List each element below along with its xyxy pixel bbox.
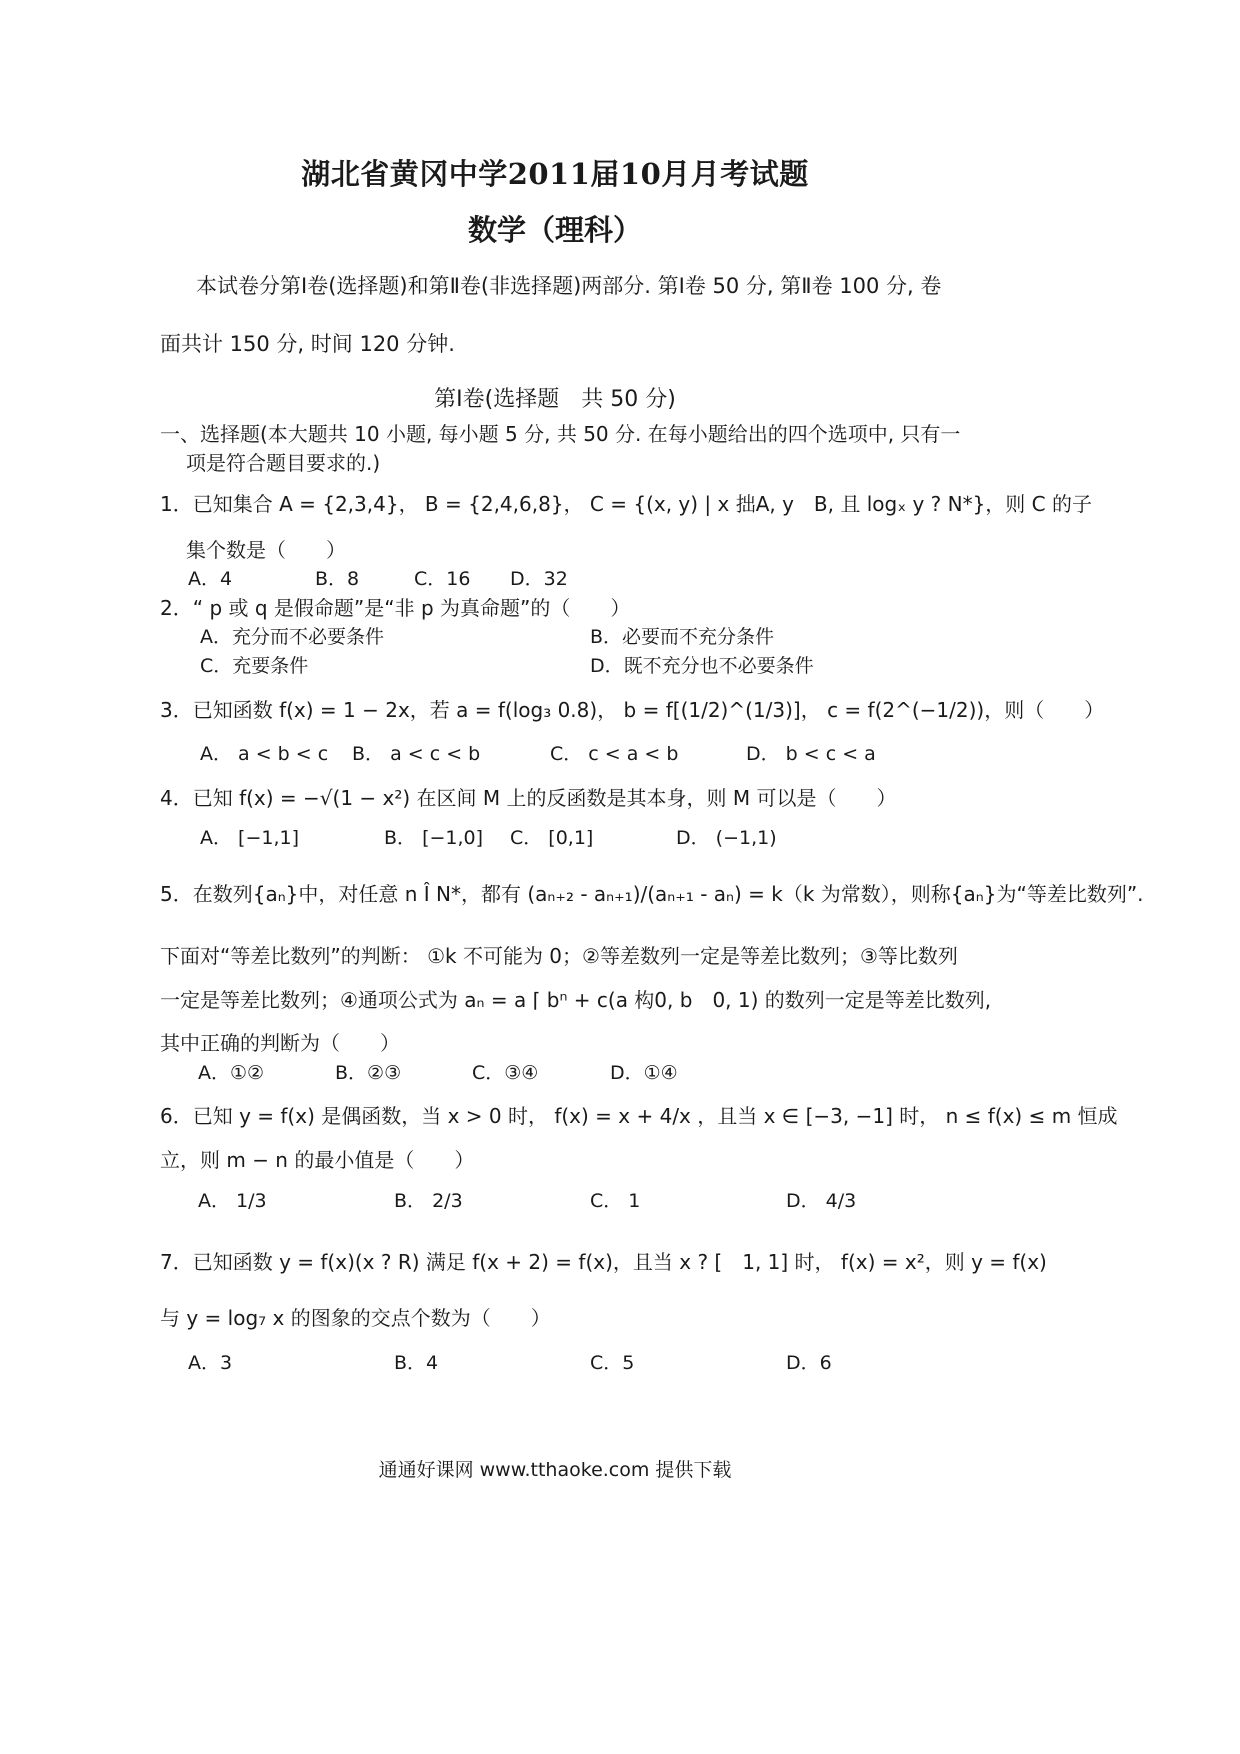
question-6-option-b: B． 2/3 xyxy=(394,1190,463,1212)
question-5-stem-line-4: 其中正确的判断为（ ） xyxy=(160,1031,400,1055)
question-5-option-d: D．①④ xyxy=(610,1062,678,1084)
question-4-stem-line-1: 4．已知 f(x) = −√(1 − x²) 在区间 M 上的反函数是其本身，则 M 可以是（ ） xyxy=(160,786,897,810)
question-3-option-a: A． a < b < c xyxy=(200,743,329,765)
question-7-option-c: C．5 xyxy=(590,1352,635,1374)
question-4-option-a: A． [−1,1] xyxy=(200,827,299,849)
question-7-option-d: D．6 xyxy=(786,1352,832,1374)
exam-subtitle: 数学（理科） xyxy=(467,213,642,247)
question-2-stem-line-1: 2．“ p 或 q 是假命题”是“非 p 为真命题”的（ ） xyxy=(160,596,631,620)
question-4-option-d: D． (−1,1) xyxy=(676,827,777,849)
question-2-option-b: B．必要而不充分条件 xyxy=(590,626,775,648)
question-7-option-a: A．3 xyxy=(188,1352,233,1374)
question-3-option-c: C． c < a < b xyxy=(550,743,679,765)
question-1-stem-line-1: 1．已知集合 A = {2,3,4}， B = {2,4,6,8}， C = {(x, y) | x 拙A, y B, 且 logₓ y ? N*}，则 C 的子 xyxy=(160,492,1092,516)
instructions-line-2: 项是符合题目要求的.) xyxy=(186,451,381,475)
question-1-option-b: B．8 xyxy=(315,568,360,590)
question-5-option-a: A．①② xyxy=(198,1062,265,1084)
question-6-stem-line-2: 立，则 m − n 的最小值是（ ） xyxy=(160,1148,475,1172)
question-3-option-d: D． b < c < a xyxy=(746,743,876,765)
question-4-option-b: B． [−1,0] xyxy=(384,827,484,849)
part1-heading: 第Ⅰ卷(选择题 共 50 分) xyxy=(434,387,676,412)
question-5-stem-line-3: 一定是等差比数列；④通项公式为 aₙ = a ⌈ bⁿ + c(a 构0, b 0, 1) 的数列一定是等差比数列, xyxy=(160,988,992,1012)
question-2-option-a: A．充分而不必要条件 xyxy=(200,626,384,648)
question-5-stem-line-1: 5．在数列{aₙ}中，对任意 n Î N*，都有 (aₙ₊₂ - aₙ₊₁)/(aₙ₊₁ - aₙ) = k（k 为常数），则称{aₙ}为“等差比数列”. xyxy=(160,882,1144,906)
question-7-stem-line-1: 7．已知函数 y = f(x)(x ? R) 满足 f(x + 2) = f(x)，且当 x ? [ 1, 1] 时， f(x) = x²，则 y = f(x) xyxy=(160,1250,1047,1274)
question-4-option-c: C． [0,1] xyxy=(510,827,594,849)
question-2-option-c: C．充要条件 xyxy=(200,655,309,677)
exam-title: 湖北省黄冈中学2011届10月月考试题 xyxy=(301,157,809,191)
question-5-option-c: C．③④ xyxy=(472,1062,539,1084)
instructions-line-1: 一、选择题(本大题共 10 小题, 每小题 5 分, 共 50 分. 在每小题给出的四个选项中, 只有一 xyxy=(160,422,961,446)
question-1-option-c: C．16 xyxy=(414,568,471,590)
question-7-option-b: B．4 xyxy=(394,1352,439,1374)
intro-line-2: 面共计 150 分, 时间 120 分钟. xyxy=(160,332,455,356)
footer-credit: 通通好课网 www.tthaoke.com 提供下载 xyxy=(378,1459,732,1481)
question-1-option-a: A．4 xyxy=(188,568,233,590)
question-3-stem-line-1: 3．已知函数 f(x) = 1 − 2x，若 a = f(log₃ 0.8)， b = f[(1/2)^(1/3)]， c = f(2^(−1/2))，则（ ） xyxy=(160,698,1105,722)
question-1-stem-line-2: 集个数是（ ） xyxy=(186,538,346,562)
question-6-stem-line-1: 6．已知 y = f(x) 是偶函数，当 x > 0 时， f(x) = x + 4/x ，且当 x ∈ [−3, −1] 时， n ≤ f(x) ≤ m 恒成 xyxy=(160,1104,1118,1128)
question-7-stem-line-2: 与 y = log₇ x 的图象的交点个数为（ ） xyxy=(160,1306,551,1330)
question-6-option-a: A． 1/3 xyxy=(198,1190,267,1212)
question-5-option-b: B．②③ xyxy=(335,1062,402,1084)
question-1-option-d: D．32 xyxy=(510,568,568,590)
question-5-stem-line-2: 下面对“等差比数列”的判断： ①k 不可能为 0；②等差数列一定是等差比数列；③等比数列 xyxy=(160,944,958,968)
question-2-option-d: D．既不充分也不必要条件 xyxy=(590,655,814,677)
intro-line-1: 本试卷分第Ⅰ卷(选择题)和第Ⅱ卷(非选择题)两部分. 第Ⅰ卷 50 分, 第Ⅱ卷 100 分, 卷 xyxy=(196,274,942,298)
question-6-option-c: C． 1 xyxy=(590,1190,641,1212)
question-3-option-b: B． a < c < b xyxy=(352,743,481,765)
question-6-option-d: D． 4/3 xyxy=(786,1190,857,1212)
